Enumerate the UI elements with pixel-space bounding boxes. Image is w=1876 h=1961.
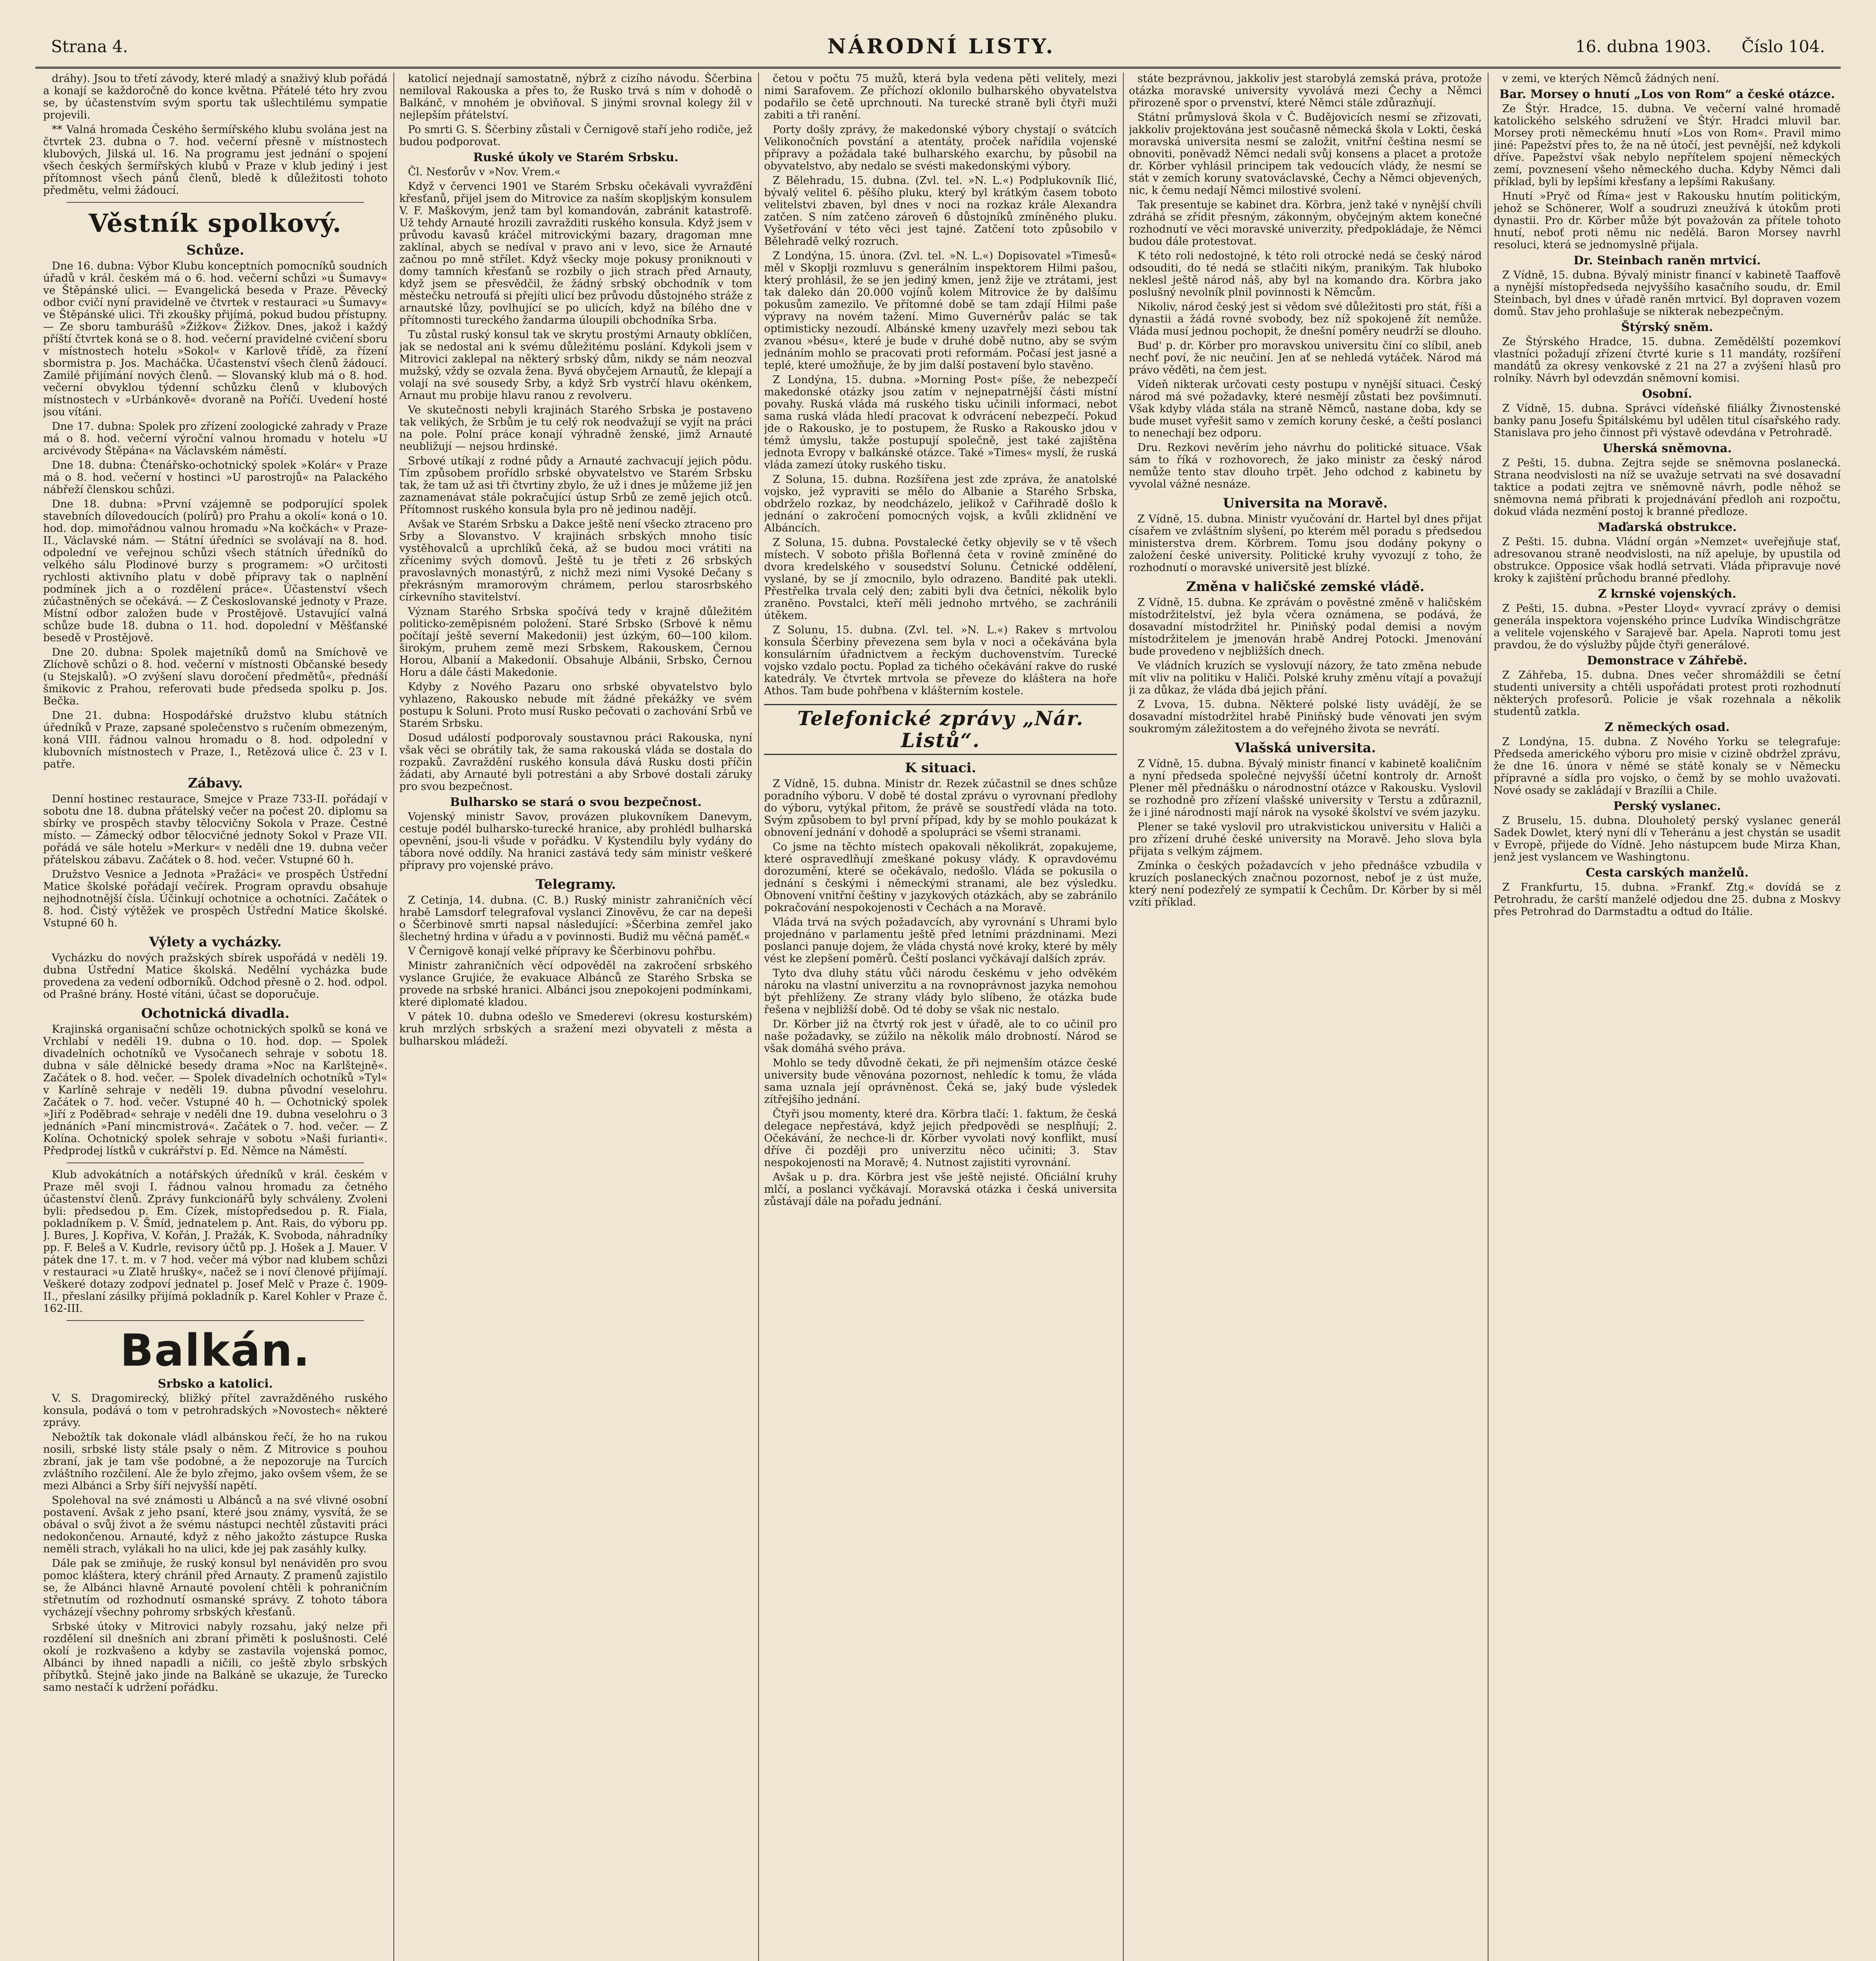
article-paragraph: Klub advokátních a notářských úředníků v král. českém v Praze měl svoji I. řádnou valnou hromadu za četného účastenství členů. Zprávy funkcionářů byly schváleny. Zvoleni byli: předsedou p. Em. Cízek, místopředsedou p. R. Fiala, pokladníkem p. V. Šmíd, jednatelem p. Ant. Rais, do výboru pp. J. Bures, J. Kopřiva, V. Kořán, J. Pražák, K. Svoboda, náhradníky pp. F. Beleš a V. Kudrle, revisory účtů pp. J. Hošek a J. Mauer. V pátek dne 17. t. m. v 7 hod. večer má výbor nad klubem schůzi v restauraci »u Zlatě hrušky«, načež se i noví členové přijímají. Veškeré dotazy zodpoví jednatel p. Josef Melč v Praze č. 1909-II., přeslaní zásilky přijímá pokladník p. Karel Kohler v Praze č. 162-III. xyxy=(43,1169,388,1315)
column-2 xyxy=(399,73,752,1961)
divider xyxy=(67,1162,364,1163)
article-paragraph: Po smrti G. S. Ščerbiny zůstali v Černigově staří jeho rodiče, jež budou podporovat. xyxy=(399,124,752,148)
article-paragraph: Z Pešti. 15. dubna. Vládní orgán »Nemzet« uveřejňuje stať, adresovanou straně neodvislosti, na níž apeluje, by upustila od obstrukce. Opposice však hodlá setrvati. Vláda připravuje nové kroky k zajištění průchodu branné předlohy. xyxy=(1494,536,1841,584)
subsection-title: Změna v haličské zemské vládě. xyxy=(1186,579,1425,595)
article-paragraph: v zemi, ve kterých Němců žádných není. xyxy=(1502,73,1720,85)
article-paragraph: dráhy). Jsou to třetí závody, které mladý a snaživý klub pořádá a konají se každoročně do konce května. Přátelé této hry zvou se, by účastenstvím svým sportu tak ušlechtilému sympatie projevili. xyxy=(43,73,388,121)
subsection-title: Telegramy. xyxy=(535,877,616,892)
subsection-title: Vlašská universita. xyxy=(1234,740,1376,756)
column-1 xyxy=(43,73,388,1961)
column-divider xyxy=(393,73,394,1961)
article-paragraph: Ministr zahraničních věcí odpověděl na zakročení srbského vyslance Grujiće, že evakuace Albánců ze Starého Srbska se provede na srbské hranici. Albánci jsou znepokojeni podmínkami, které diplomaté kladou. xyxy=(399,960,752,1008)
article-paragraph: Z Solunu, 15. dubna. (Zvl. tel. »N. L.«) Rakev s mrtvolou konsula Ščerbiny převezena sem byla v noci a očekávána byla konsulárním úřadnictvem a řeckým duchovenstvím. Turecké vojsko vzdalo poctu. Poplad za tichého očekávání rakve do ruské katedrály. Ve čtvrtek mrtvola se převeze do kláštera na hoře Athos. Tam bude pohřbena v klášterním kostele. xyxy=(764,624,1117,697)
subsection-title: Universita na Moravě. xyxy=(1223,495,1388,511)
article-paragraph: Ve skutečnosti nebyli krajinách Starého Srbska je postaveno tak velikých, že Srbům je tu celý rok neodvažují se vyjít na práci na pole. Polní práce konají výhradně ženské, jimž Arnauté neubližují — nejsou hrdinské. xyxy=(399,404,752,453)
column-3 xyxy=(764,73,1117,1961)
article-paragraph: Z Pešti, 15. dubna. »Pester Lloyd« vyvrací zprávy o demisi generála inspektora vojenského prince Ludvíka Windischgrätze a velitele vojenského v Sarajevě bar. Apela. Naproti tomu jest pravdou, že do výslužby půjde čtyři generálové. xyxy=(1494,602,1841,651)
article-paragraph: Nikoliv, národ český jest si vědom své důležitosti pro stát, říši a dynastii a žádá rovné svobody, bez níž spokojeně žít nemůže. Vláda musí jednou pochopit, že dnešní poměry neudrží se dlouho. xyxy=(1129,301,1482,337)
article-paragraph: Tyto dva dluhy státu vůči národu českému v jeho odvěkém nároku na vlastní univerzitu a na rovnoprávnost jazyka nemohou být přehlíženy. Ze strany vlády bylo slíbeno, že otázka bude řešena v nejbližší době. Od té doby se však nic nestalo. xyxy=(764,967,1117,1016)
article-paragraph: Dosud událostí podporovaly soustavnou práci Rakouska, nyní však věci se obrátily tak, že sama rakouská vláda se dostala do rozpaků. Zavraždění ruského konsula dává Rusku dosti příčin žádati, aby Arnauté byli potrestáni a aby Srbové dostali záruky pro svou bezpečnost. xyxy=(399,732,752,793)
article-paragraph: Dne 17. dubna: Spolek pro zřízení zoologické zahrady v Praze má o 8. hod. večerní výroční valnou hromadu v hotelu »U arcivévody Štěpána« na Václavském náměstí. xyxy=(43,420,388,457)
article-title: Demonstrace v Záhřebě. xyxy=(1587,654,1747,668)
page-header xyxy=(35,35,1841,66)
article-paragraph: Mohlo se tedy důvodně čekati, že při nejmenším otázce české university bude věnována pozornost, nehledíc k tomu, že vláda sama uznala její oprávněnost. Čeká se, jaký bude výsledek zítřejšího jednání. xyxy=(764,1057,1117,1106)
article-paragraph: četou v počtu 75 mužů, která byla vedena pěti velitely, mezi nimi Sarafovem. Ze příchozí oklonilo bulharského obyvatelstva podařilo se četě uprchnouti. Na turecké straně byli čtyři muži zabiti a tři ranění. xyxy=(764,73,1117,121)
article-paragraph: Ve vládních kruzích se vyslovují názory, že tato změna nebude mít vliv na politiku v Haliči. Polské kruhy změnu vítají a považují ji za důkaz, že vláda dbá jejich přání. xyxy=(1129,660,1482,696)
article-paragraph: Z Vídně, 15. dubna. Ministr vyučování dr. Hartel byl dnes přijat císařem ve zvláštním slyšení, po kterém měl poradu s předsedou ministerstva drem. Körbrem. Tomu jsou dodány pokyny o založení české university. Politické kruhy vyvozují z toho, že rozhodnutí o moravské universitě jest blízké. xyxy=(1129,513,1482,574)
article-paragraph: Vláda trvá na svých požadavcích, aby vyrovnání s Uhrami bylo projednáno v parlamentu ještě před letními prázdninami. Mezi poslanci panuje dojem, že vláda chystá nové kroky, které by měly vést ke zlepšení poměrů. Čeští poslanci vyčkávají dalších zpráv. xyxy=(764,916,1117,965)
masthead: NÁRODNÍ LISTY. xyxy=(827,35,1055,58)
article-paragraph: Z Londýna, 15. února. (Zvl. tel. »N. L.«) Dopisovatel »Timesů« měl v Skoplji rozmluvu s generálním inspektorem Hilmi pašou, který prohlásil, že se jen jediný kmen, jenž žije ve ztrátami, jest tak daleko dán 20.000 vojínů kolem Mitrovice že by dalšímu pokusům zamezilo. Ve přítomné době se tam zdají Hilmi paše výpravy na novém tažení. Mimo Guvernérův palác se tak optimisticky nezoudí. Albánské kmeny uzavřely mezi sebou tak zvanou »bésu«, které je bude v druhé době nutno, aby se svým jednáním mohlo se pracovati proti reformám. Počasí jest jasné a teplé, které umožňuje, že by jim další postavení bylo stavěno. xyxy=(764,250,1117,371)
article-paragraph: Z Londýna, 15. dubna. Z Nového Yorku se telegrafuje: Předseda amerického výboru pro misie v cizině obdržel zprávu, že dne 16. února v němé se státě konaly se v Německu přípravné a sídla pro vojsko, o čemž by se mohlo uvažovati. Nové osady se zakládají v Brazílii a Chile. xyxy=(1494,736,1841,797)
subsection-title: Zábavy. xyxy=(187,775,243,791)
article-paragraph: Denní hostinec restaurace, Smejce v Praze 733-II. pořádají v sobotu dne 18. dubna přátelský večer na počest 20. diplomu sa sbírky ve prospěch stavby tělocvičny Sokola v Praze. Čestné místo. — Zámecký odbor tělocvičné jednoty Sokol v Praze VII. pořádá ve sále hotelu »Merkur« v neděli dne 19. dubna večer přátelskou zábavu. Začátek o 8. hod. večer. Vstupné 60 h. xyxy=(43,793,388,866)
article-paragraph: Hnutí »Pryč od Říma« jest v Rakousku hnutím politickým, jehož se Schönerer, Wolf a soudruzi zneužívá k útokům proti dynastii. Pro dr. Körber může být považován za přítele tohoto hnutí, neboť proti němu nic nedělá. Baron Morsey navrhl resoluci, která se jednomyslně přijala. xyxy=(1494,190,1841,251)
article-title: Perský vyslanec. xyxy=(1613,799,1721,813)
article-paragraph: Nebožtík tak dokonale vládl albánskou řečí, že ho na rukou nosili, srbské listy stále psaly o něm. Z Mitrovice s pouhou zbraní, jak je tam vše podobné, a že nepozoruje na Turcích zvláštního rozčilení. Ale že bylo zřejmo, jako ovšem všem, že se mezi Albánci a Srby šíří nejvyšší napětí. xyxy=(43,1431,388,1492)
article-paragraph: Z Cetinja, 14. dubna. (C. B.) Ruský ministr zahraničních věcí hrabě Lamsdorf telegrafoval vyslanci Zinověvu, že car na depeši o Ščerbinově smrti napsal následující: »Ščerbina zemřel jako šlechetný hrdina v úřadu a v povinnosti. Budiž mu věčná paměť.« xyxy=(399,894,752,943)
article-paragraph: Bud' p. dr. Körber pro moravskou universitu činí co slíbil, aneb nechť poví, že nic neučiní. Jen ať se nehledá vytáček. Národ má právo věděti, na čem jest. xyxy=(1129,340,1482,376)
article-paragraph: Dru. Rezkovi nevěrím jeho návrhu do politické situace. Však sám to říká v rozhovorech, že jako ministr za český národ nemůže tento stav dlouho trpět. Jeho odchod z kabinetu by vyvolal vážné nesnáze. xyxy=(1129,442,1482,490)
article-paragraph: Z Vídně, 15. dubna. Ministr dr. Rezek zúčastnil se dnes schůze poradního výboru. V době té dostal zprávu o vyrovnaní předlohy do výboru, vytýkal přitom, že právě se soustředí vláda na toto. Svým způsobem to byl první případ, kdy by se mohlo poukázat k obnovení jednání v dohodě a spolupráci se všemi stranami. xyxy=(764,778,1117,839)
article-paragraph: Plener se také vyslovil pro utrakvistickou universitu v Haliči a pro zřízení druhé české university na Moravě. Jeho slova byla přijata s velkým zájmem. xyxy=(1129,821,1482,857)
article-title: Maďarská obstrukce. xyxy=(1598,520,1737,534)
column-divider xyxy=(758,73,759,1961)
article-paragraph: V. S. Dragomirecký, bližký přítel zavražděného ruského konsula, podává o tom v petrohradských »Novostech« některé zprávy. xyxy=(43,1392,388,1429)
subsection-title: K situaci. xyxy=(905,760,976,776)
article-title: Osobní. xyxy=(1642,387,1692,401)
article-title: Bar. Morsey o hnutí „Los von Rom“ a české otázce. xyxy=(1499,87,1835,101)
article-paragraph: Význam Starého Srbska spočívá tedy v krajně důležitém politicko-zeměpisném položení. Staré Srbsko (Srbové k němu počítají ještě severní Makedonii) jest úzkým, 60—100 kilom. širokým, pruhem země mezi Srbskem, Rakouskem, Černou Horou, Albanií a Makedonií. Obsahuje Albánii, Srbsko, Černou Horu a dále části Makedonie. xyxy=(399,606,752,679)
article-paragraph: katolicí nejednají samostatně, nýbrž z cizího návodu. Ščerbina nemiloval Rakouska a přes to, že Rusko trvá s ním v dohodě o Balkánč, v mnohém je obviňoval. S jinými srovnal kolegy žil v nejlepším přátelství. xyxy=(399,73,752,121)
article-paragraph: Z Lvova, 15. dubna. Některé polské listy uvádějí, že se dosavadní místodržitel hrabě Piniňský bude věnovati jen svým soukromým záležitostem a do veřejného života se nevrátí. xyxy=(1129,699,1482,735)
article-title: Z německých osad. xyxy=(1605,720,1730,734)
article-paragraph: státe bezprávnou, jakkoliv jest starobylá zemská práva, protože otázka moravské university vyvolává mezi Čechy a Němci přirozeně spor o prvenství, které Němci stále zdůrazňují. xyxy=(1129,73,1482,109)
section-title-telefonicke: Telefonické zprávy „Nár. Listů“. xyxy=(764,704,1117,755)
article-paragraph: Vycházku do nových pražských sbírek uspořádá v neděli 19. dubna Ústřední Matice školská. Nedělní vycházka bude provedena za vedení odborníků. Odchod přesně o 2. hod. odpol. od Prašné brány. Hosté vítáni, účast se doporučuje. xyxy=(43,952,388,1001)
divider xyxy=(67,202,364,203)
article-paragraph: Co jsme na těchto místech opakovali několikrát, zopakujeme, které ospravedlňují zmeškané pokusy vlády. K opravdovému dorozumění, které se očekávalo, nedošlo. Vláda se pokusila o jednání s českými i německými stranami, ale bez výsledku. Obnovení vnitřní češtiny v jazykových otázkách, aby se zabránilo pokračování nespokojenosti v Čechách a na Moravě. xyxy=(764,841,1117,914)
section-title-balkan: Balkán. xyxy=(120,1325,311,1376)
article-paragraph: Z Soluna, 15. dubna. Rozšířena jest zde zpráva, že anatolské vojsko, jež vypraviti se mělo do Albanie a Starého Srbska, obdrželo rozkaz, by neodcházelo, jelikož v Cařihradě došlo k jednání o zakročení pomocných vojsk, a kvůli zklidnění ve Albáncích. xyxy=(764,473,1117,534)
article-paragraph: Z Bělehradu, 15. dubna. (Zvl. tel. »N. L.«) Podplukovník Ilić, bývalý velitel 6. pěšího pluku, který byl krátkým časem toboto velitelstvi zbaven, byl dnes v noci na rozkaz krále Alexandra zatčen. S ním zatčeno zároveň 6 důstojníků zmíněného pluku. Vyšetřování v této věci jest tajné. Zatčení toto způsobilo v Bělehradě velký rozruch. xyxy=(764,175,1117,247)
article-paragraph: Družstvo Vesnice a Jednota »Pražáci« ve prospěch Ústřední Matice školské pořádají večírek. Program opravdu obsahuje nejhodnotnější čísla. Účinkují ochotnice a ochotníci. Začátek o 8. hod. Čistý výtěžek ve prospěch Ústřední Matice školské. Vstupné 60 h. xyxy=(43,868,388,929)
article-paragraph: Z Frankfurtu, 15. dubna. »Frankf. Ztg.« dovídá se z Petrohradu, že carští manželé odjedou dne 25. dubna z Moskvy přes Petrohrad do Darmstadtu a odtud do Itálie. xyxy=(1494,881,1841,918)
column-5 xyxy=(1494,73,1841,1961)
article-paragraph: Spolehoval na své známosti u Albánců a na své vlivné osobní postavení. Avšak z jeho psaní, které jsou známy, vysvítá, že se obával o svůj život a že svému nástupci nechtěl zůstaviti práci nedokončenou. Arnauté, když z něho jakožto zástupce Ruska neměli strach, vylákali ho na ulici, kde jej pak zasáhly kulky. xyxy=(43,1494,388,1555)
article-paragraph: Avšak u p. dra. Körbra jest vše ještě nejisté. Oficiální kruhy mlčí, a poslanci vyčkávají. Moravská otázka i česká universita zůstávají dále na pořadu jednání. xyxy=(764,1171,1117,1208)
article-paragraph: Státní průmyslová škola v Č. Budějovicích nesmí se zřizovati, jakkoliv projektována jest současně německá škola v Lokti, česká moravská universita nesmí se založit, vnitřní čeština nesmí se obnoviti, poněvadž Němci nedali svůj konsens a placet a protože dr. Körber vyhlásil principem tak vedoucích vlády, že nesmí se stát v zemích koruny svatováclavské, Čechy a Němci objevených, nic, k čemu nedají Němci milostivé svolení. xyxy=(1129,111,1482,196)
article-paragraph: Dr. Körber již na čtvrtý rok jest v úřadě, ale to co učinil pro naše požadavky, se zúžilo na několik málo drobností. Národ se však domáhá svého práva. xyxy=(764,1018,1117,1055)
article-paragraph: Zmínka o českých požadavcích v jeho přednášce vzbudila v kruzích poslaneckých značnou pozornost, neboť je z úst muže, který není podezřelý ze sympatií k Čechům. Dr. Körber by si měl vzíti příklad. xyxy=(1129,860,1482,908)
article-paragraph: Krajinská organisační schůze ochotnických spolků se koná ve Vrchlabí v neděli 19. dubna o 10. hod. dop. — Spolek divadelních ochotníků ve Vysočanech sehraje v sobotu 18. dubna v sále dělnické besedy drama »Noc na Karlštejně«. Začátek o 8. hod. večer. — Spolek divadelních ochotníků »Tyl« v Karlíně sehraje v neděli 19. dubna původní veselohru. Začátek o 7. hod. večer. Vstupné 40 h. — Ochotnický spolek »Jiří z Poděbrad« sehraje v neděli dne 19. dubna veselohru o 3 jednáních »Paní mincmistrová«. Začátek o 7. hod. večer. — Z Kolína. Ochotnický spolek sehraje v sobotu »Naši furianti«. Předprodej lístků v cukrářství p. Ed. Němce na Náměstí. xyxy=(43,1023,388,1157)
column-4 xyxy=(1129,73,1482,1961)
article-paragraph: Ze Štýr. Hradce, 15. dubna. Ve večerní valné hromadě katolického selského sdružení ve Štýr. Hradci mluvil bar. Morsey proti německému hnutí »Los von Rom«. Pravil mimo jiné: Papežství přes to, že na ně útočí, jest pevnější, než kdykoli dříve. Papežství však nebylo nepřítelem spojení německých zemí, povznesení všeho německého ducha. Kdyby Němci dali příklad, byli by lepšími křesťany a lepšími Rakušany. xyxy=(1494,103,1841,188)
article-paragraph: V pátek 10. dubna odešlo ve Smederevi (okresu kosturském) kruh mrzlých srbských a sražení mezi obyvateli z města a bulharskou mládeží. xyxy=(399,1011,752,1047)
article-title: Ruské úkoly ve Starém Srbsku. xyxy=(473,151,679,164)
article-paragraph: Z Londýna, 15. dubna. »Morning Post« píše, že nebezpečí makedonské otázky jsou zatím v nejnepatrnější části místní povahy. Ruská vláda má ruského tisku učinili informaci, nebot sama ruská vláda hledí pracovat k odvrácení nebezpečí. Pokud jde o Rakousko, je to postupem, že Rusko a Rakousko jdou v témž úmyslu, takže postupují společně, jest také zajištěna jednota Evropy v balkánské otázce. Také »Times« myslí, že ruská vláda zamezí útoky ruského tisku. xyxy=(764,374,1117,471)
article-paragraph: Z Vídně, 15. dubna. Správci vídeňské filiálky Živnostenské banky panu Josefu Špitálskému byl udělen titul císařského rady. Stanislava pro jeho činnost při výstavě odevdána v Petrohradě. xyxy=(1494,402,1841,439)
article-paragraph: Vídeň nikterak určovati cesty postupu v nynější situaci. Český národ má své požadavky, které nesmějí zůstati bez povšimnutí. Však kdyby vláda stála na straně Němců, nastane doba, kdy se bude muset vyřešit samo v zemích koruny české, a čeští poslanci to nenechají bez odporu. xyxy=(1129,378,1482,439)
article-paragraph: ** Valná hromada Českého šermířského klubu svolána jest na čtvrtek 23. dubna o 7. hod. večerní přesně v místnostech klubových, Jilská ul. 16. Na programu jest jednání o spojení všech českých šermířských klubů v Praze v klub jediný i jest přítomnost všech pánů členů, bledě k důležitosti tohoto předmětu, velmi žádoucí. xyxy=(43,124,388,196)
article-paragraph: Tak presentuje se kabinet dra. Körbra, jenž také v nynější chvíli zdráhá se zřídit přesným, zákonným, obyčejným aktem konečné rozhodnutí ve věci moravské univerzity, předpokládaje, že Němci budou dále protestovat. xyxy=(1129,199,1482,247)
article-paragraph: K této roli nedostojné, k této roli otrocké nedá se český národ odsouditi, do té nedá se stlačiti nikým, pranikým. Tak hluboko neklesl ještě národ náš, aby byl na komando dra. Körbra jako poslušný nevolník plnil povinnosti k Němcům. xyxy=(1129,250,1482,298)
article-title: Z krnské vojenských. xyxy=(1598,587,1736,601)
subsection-title: Schůze. xyxy=(186,242,244,258)
article-paragraph: Dne 18. dubna: »První vzájemně se podporující spolek stavebních dílovedoucích (polírů) pro Prahu a okolí« koná o 10. hod. dop. mimořádnou valnou hromadu »Na kočkách« v Praze-II., Václavské nám. — Státní úředníci se svolávají na 8. hod. odpolední ve veřejnou schůzi všech státních úředníků do velkého sálu Plodinové burzy s programem: »O určitosti rychlosti aktivního platu v době přípravy tak o naplnění podmínek jich a o rozdělení práce«. Účastenství všech zúčastněných se očekává. — Z Českoslovanské jednoty v Praze. Místní odbor založen bude v Prostějově. Ustavující valná schůze bude 18. dubna o 11. hod. dopolední v Měšťanské besedě v Prostějově. xyxy=(43,498,388,644)
article-paragraph: Porty došly zprávy, že makedonské výbory chystají o svátcích Velikonočních povstání a atentáty, proček nařídila vojenské přípravy a požádala také bulharského exarchu, by působil na obyvatelstvo, aby nedalo se svésti makedonskými výbory. xyxy=(764,124,1117,172)
article-title: Uherská sněmovna. xyxy=(1602,442,1732,455)
article-paragraph: Srbské útoky v Mitrovici nabyly rozsahu, jaký nelze při rozdělení sil dnešních ani zbraní přiměti k poslušnosti. Celé okolí je rozkvašeno a kdyby se zastavila vojenská pomoc, Albánci by ihned napadli a ničili, co ještě zbylo srbských příbytků. Stejně jako jinde na Balkáně se ukazuje, že Turecko samo nestačí k udržení pořádku. xyxy=(43,1621,388,1694)
article-paragraph: Vojenský ministr Savov, provázen plukovníkem Danevym, cestuje podél bulharsko-turecké hranice, aby prohlédl bulharská opevnění, jsou-li všude v pořádku. V Kystendilu byly vydány do tábora nové oddíly. Na hranici zastává tedy sám ministr veškeré přípravy pro vojenské právo. xyxy=(399,811,752,871)
divider xyxy=(67,1320,364,1321)
header-rule xyxy=(35,67,1841,69)
article-paragraph: Z Bruselu, 15. dubna. Dlouholetý perský vyslanec generál Sadek Dowlet, který nyní dlí v Teheránu a jest chystán se usadit v Evropě, přijede do Vídně. Jeho nástupcem bude Mirza Khan, jenž jest vyslancem ve Washingtonu. xyxy=(1494,815,1841,863)
article-title: Srbsko a katolici. xyxy=(158,1377,273,1391)
article-paragraph: Z Vídně, 15. dubna. Bývalý ministr financí v kabinetě Taaffově a nynější místopředseda nejvyššího kasačního soudu, dr. Emil Steinbach, byl dnes v úřadě raněn mrtvicí. Byl dopraven vozem domů. Stav jeho prohlašuje se nikterak nebezpečným. xyxy=(1494,269,1841,318)
article-paragraph: Čtyři jsou momenty, které dra. Körbra tlačí: 1. faktum, že česká delegace nepřestává, když jejich předpovědi se nesplňují; 2. Očekávání, že nechce-li dr. Körber vyvolati nový konflikt, musí dříve či později pro univerzitu něco učiniti; 3. Stav nespokojenosti na Moravě; 4. Nutnost zajistiti vyrovnání. xyxy=(764,1108,1117,1169)
article-paragraph: Dne 21. dubna: Hospodářské družstvo klubu státních úředníků v Praze, zapsané společenstvo s ručením obmezeným, koná VIII. řádnou valnou hromadu o 8. hod. odpolední v klubovních místnostech v Praze, I., Retězová ulice č. 23 v I. patře. xyxy=(43,709,388,770)
article-paragraph: Z Vídně, 15. dubna. Ke zprávám o pověstné změně v haličském místodržitelství, jež byla včera oznámena, se podává, že dosavadní místodržitel hr. Piniňský podal demisi a novým místodržitelem je jmenován hrabě Andrej Potocki. Jmenování bude provedeno v nejbližších dnech. xyxy=(1129,597,1482,657)
article-paragraph: Ze Štýrského Hradce, 15. dubna. Zemědělští pozemkoví vlastníci požadují zřízení čtvrté kurie s 11 mandáty, rozšíření mandátů za okresy venkovské z 21 na 27 a zvýšení hlasů pro rolníky. Návrh byl odevzdán sněmovní komisi. xyxy=(1494,336,1841,384)
section-title-vestnik: Věstník spolkový. xyxy=(89,209,342,238)
article-title: Dr. Steinbach raněn mrtvicí. xyxy=(1573,254,1761,267)
article-paragraph: Srbové utíkají z rodné půdy a Arnauté zachvacují jejich pôdu. Tím způsobem prořídlo srbské obyvatelstvo ve Starém Srbsku tak, že tam už asi tři čtvrtiny zbylo, že už i dnes je můžeme již jen zaznamenávat stále pokračující ústup Srbů ze země jejich otců. Přítomnost ruského konsula byla pro ně jedinou nadějí. xyxy=(399,455,752,516)
article-paragraph: V Černigově konají velké přípravy ke Ščerbinovu pohřbu. xyxy=(408,945,716,957)
column-divider xyxy=(1123,73,1124,1961)
article-paragraph: Z Pešti, 15. dubna. Zejtra sejde se sněmovna poslanecká. Strana neodvislosti na níž se uvažuje setrvati na své dosavadní taktice a podati zejtra ve sněmovně návrh, podle něhož se sněmovna nemá přibrati k projednávání předloh ani rozpočtu, dokud vláda nezmění postoj k branné předloze. xyxy=(1494,457,1841,518)
subsection-title: Ochotnická divadla. xyxy=(141,1006,290,1021)
article-paragraph: Dne 16. dubna: Výbor Klubu konceptních pomocníků soudních úřadů v král. českém má o 6. hod. večerní schůzi »u Šumavy« ve Štěpánské ulici. — Evangelická beseda v Praze. Pěvecký odbor cvičí nyní pravidelně ve čtvrtek v restauraci »u Šumavy« ve Štěpánské ulici. Tři zkoušky přijímá, pokud budou přístupny. — Ze sboru tamburášů »Žižkov« Žižkov. Dnes, jakož i každý příští čtvrtek koná se o 8. hod. večerní pravidelné cvičení sboru v místnostech hotelu »Sokol« v Karlově třídě, za řízení sbormistra p. Jos. Macháčka. Účastenství všech členů žádoucí. Zamilé přijímání nových členů. — Slovanský klub má o 8. hod. večerní obvyklou týdenní schůzku členů v klubových místnostech v »Urbánkově« dvoraně na Poříčí. Uvedení hosté jsou vítáni. xyxy=(43,260,388,418)
article-paragraph: Z Vídně, 15. dubna. Bývalý ministr financí v kabinetě koaličním a nyní předseda společné nejvyšší účetní kontroly dr. Arnošt Plener měl přednášku o národnostní otázce v Rakousku. Vyslovil se rozhodně pro zřízení vlašské university v Terstu a zdůraznil, že i jiné národnosti mají nárok na vysoké školství ve svém jazyku. xyxy=(1129,758,1482,819)
article-paragraph: Avšak ve Starém Srbsku a Dakce ještě není všecko ztraceno pro Srby a Slovanstvo. V krajinách srbských mnoho tisíc vystěhovalců a uprchlíků čeká, až se budou moci vrátiti na zřícenimy svých domovů. Ještě tu je třeti z 26 srbských pravoslavných monastýrů, z nichž mezi nimi Vysoké Dečany s překrásným mramorovým chrámem, perlou starosrbského církevního stavitelství. xyxy=(399,518,752,603)
article-paragraph: Dále pak se zmiňuje, že ruský konsul byl nenáviděn pro svou pomoc kláštera, který chránil před Arnauty. Z pramenů zajistilo se, že Albánci hlavně Arnauté povolení chtěli k pohraničním střetnutím od rozhodnutí osmanské správy. Z tohoto tábora vycházejí všechny pohromy srbských křesťanů. xyxy=(43,1557,388,1618)
subsection-title: Výlety a vycházky. xyxy=(149,934,282,950)
article-paragraph: Tu zůstal ruský konsul tak ve skrytu prostými Arnauty obklíčen, jak se nedostal ani k svému důležitému poslání. Kdykoli jsem v Mitrovici zaklepal na některý srbský dům, nikdy se nám neozval mužský, vždy se ozvala žena. Byvá obyčejem Arnautů, že klepají a volají na své sousedy Srby, a když Srb vystrčí hlavu okénkem, Arnaut mu probije hlavu ranou z revolveru. xyxy=(399,329,752,402)
article-paragraph: Z Záhřeba, 15. dubna. Dnes večer shromáždili se četní studenti university a chtěli uspořádati protest proti rozhodnutí některých profesorů. Policie je však rozehnala a několik studentů zatkla. xyxy=(1494,669,1841,718)
article-title: Cesta carských manželů. xyxy=(1585,866,1749,880)
article-paragraph: Dne 20. dubna: Spolek majetníků domů na Smíchově ve Zlíchově schůzi o 8. hod. večerní v místnosti Občanské besedy (u Stejskalů). »O zvýšení slavu doročení předmětů«, přednáší šmikovic z Prahou, referovati bude předseda spolku p. Jos. Bečka. xyxy=(43,646,388,707)
article-paragraph: Kdyby z Nového Pazaru ono srbské obyvatelstvo bylo vyhlazeno, Rakousko nebude mít žádné překážky ve svém postupu k Soluni. Proto musí Rusko pečovati o zachování Srbů ve Starém Srbsku. xyxy=(399,681,752,729)
article-paragraph: Když v červenci 1901 ve Starém Srbsku očekávali vyvražďění křesťanů, přijel jsem do Mitrovice za naším skopljským konsulem V. F. Maškovým, jenž tam byl komandován, zabránit katastrofě. Už tehdy Arnauté hrozili zavražditi ruského konsula. Když jsem v průvodu kavasů kráčel mitrovickými bazary, dragoman mne zaklínal, abych se nedíval v pravo ani v levo, sice že Arnauté začnou po mně střílet. Když všecky moje pokusy proniknouti v domy tamních křesťanů se rozbily o jich strach před Arnauty, když jsem se přesvědčil, že žádný srbský obchodník v tom městečku netroufá si přejíti ulicí bez průvodu důstojného stráže z arnautské lůzy, povlhující se po ulicích, když na bílého dne v přítomnosti tureckého žandarma úloupili obchodníka Srba. xyxy=(399,180,752,326)
article-title: Bulharsko se stará o svou bezpečnost. xyxy=(450,795,702,809)
article-paragraph: Dne 18. dubna: Čtenářsko-ochotnický spolek »Kolár« v Praze má o 8. hod. večerní v hostinci »U parostrojů« na Palackého nábřeží členskou schůzi. xyxy=(43,459,388,496)
issue-date: 16. dubna 1903. xyxy=(1575,37,1711,56)
issue-number: Číslo 104. xyxy=(1741,37,1825,56)
article-title: Štýrský sněm. xyxy=(1621,320,1713,334)
page-number: Strana 4. xyxy=(51,37,128,56)
article-paragraph: Čl. Nesťorův v »Nov. Vrem.« xyxy=(408,166,561,178)
article-paragraph: Z Soluna, 15. dubna. Povstalecké četky objevily se v tě všech místech. V soboto přišla Bořlenná četa v rovině zmíněné do dvora kredelského v sousedství Solunu. Četnické oddělení, vyslané, by se jí zmocnilo, bylo odrazeno. Bandité pak utekli. Přestřelka trvala celý den; zabiti byli dva četníci, několik bylo zraněno. Povstalci, kteří měli jednoho mrtvého, se zachránili útěkem. xyxy=(764,537,1117,622)
